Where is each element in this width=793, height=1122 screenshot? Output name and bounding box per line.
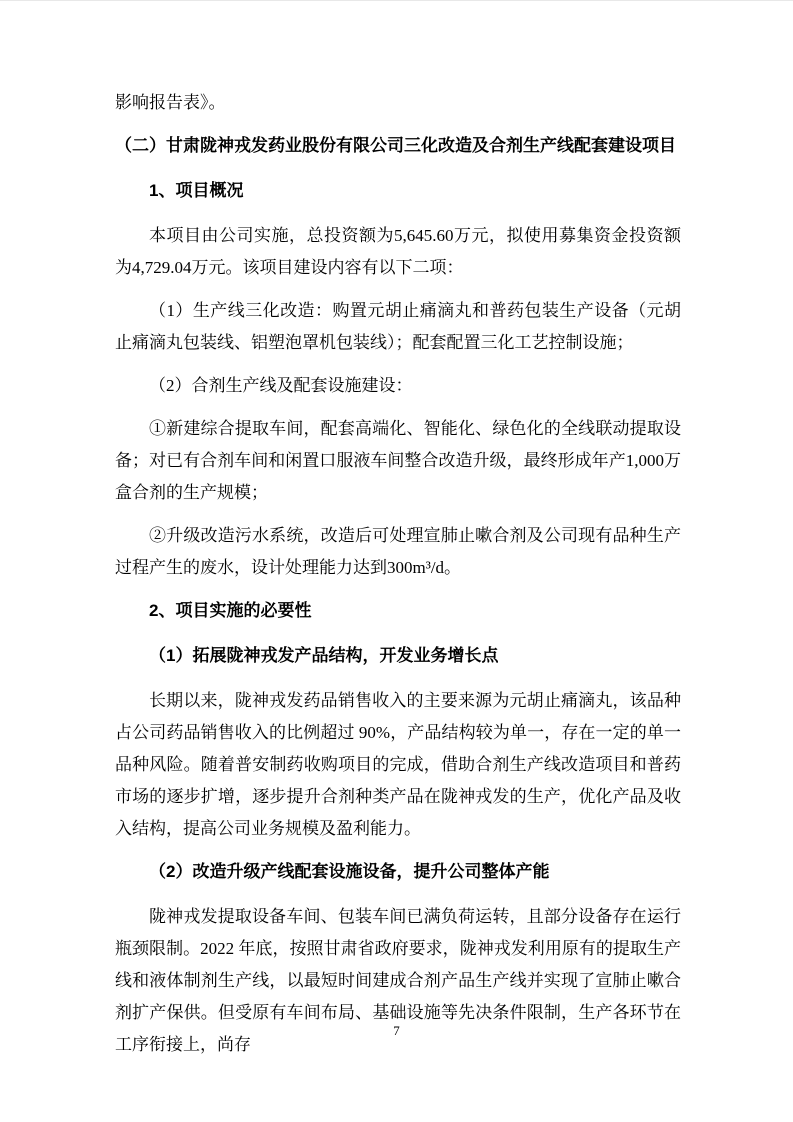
- paragraph-subitem-1-extraction-workshop: ①新建综合提取车间，配套高端化、智能化、绿色化的全线联动提取设备；对已有合剂车间和闲置口服液车间整合改造升级，最终形成年产1,000万盒合剂的生产规模；: [115, 419, 681, 502]
- page-number: 7: [393, 1023, 400, 1038]
- document-content: [115, 87, 681, 1072]
- paragraph-product-structure-risk: 长期以来，陇神戎发药品销售收入的主要来源为元胡止痛滴丸，该品种占公司药品销售收入的比例超过 90%，产品结构较为单一，存在一定的单一品种风险。随着普安制药收购项目的完成，借助合剂生产线改造项目和普药市场的逐步扩增，逐步提升合剂种类产品在陇神戎发的生产，优化产品及收入结构，提高公司业务规模及盈利能力。: [115, 691, 681, 838]
- subsection-heading-necessity: 2、项目实施的必要性: [149, 601, 312, 620]
- section-heading-project-2: （二）甘肃陇神戎发药业股份有限公司三化改造及合剂生产线配套建设项目: [115, 136, 676, 155]
- paragraph-item-1-production-line: （1）生产线三化改造：购置元胡止痛滴丸和普药包装生产设备（元胡止痛滴丸包装线、铝塑泡罩机包装线）；配套配置三化工艺控制设施；: [115, 301, 681, 352]
- paragraph-continuation: 影响报告表》。: [115, 93, 226, 112]
- subsection-heading-project-overview: 1、项目概况: [149, 181, 244, 200]
- paragraph-item-2-mixture-line: （2）合剂生产线及配套设施建设：: [149, 376, 413, 395]
- paragraph-subitem-2-sewage-system: ②升级改造污水系统，改造后可处理宣肺止嗽合剂及公司现有品种生产过程产生的废水，设计处理能力达到300m³/d。: [115, 526, 681, 577]
- subsection-heading-upgrade-capacity: （2）改造升级产线配套设施设备，提升公司整体产能: [149, 862, 550, 881]
- subsection-heading-expand-product-structure: （1）拓展陇神戎发产品结构，开发业务增长点: [149, 646, 499, 665]
- paragraph-investment-summary: 本项目由公司实施，总投资额为5,645.60万元，拟使用募集资金投资额为4,729.04万元。该项目建设内容有以下二项：: [115, 226, 681, 277]
- paragraph-capacity-bottleneck: 陇神戎发提取设备车间、包装车间已满负荷运转，且部分设备存在运行瓶颈限制。2022 年底，按照甘肃省政府要求，陇神戎发利用原有的提取生产线和液体制剂生产线，以最短时间建成合剂产品生产线并实现了宣肺止嗽合剂扩产保供。但受原有车间布局、基础设施等先决条件限制，生产各环节在工序衔接上，尚存: [115, 907, 681, 1054]
